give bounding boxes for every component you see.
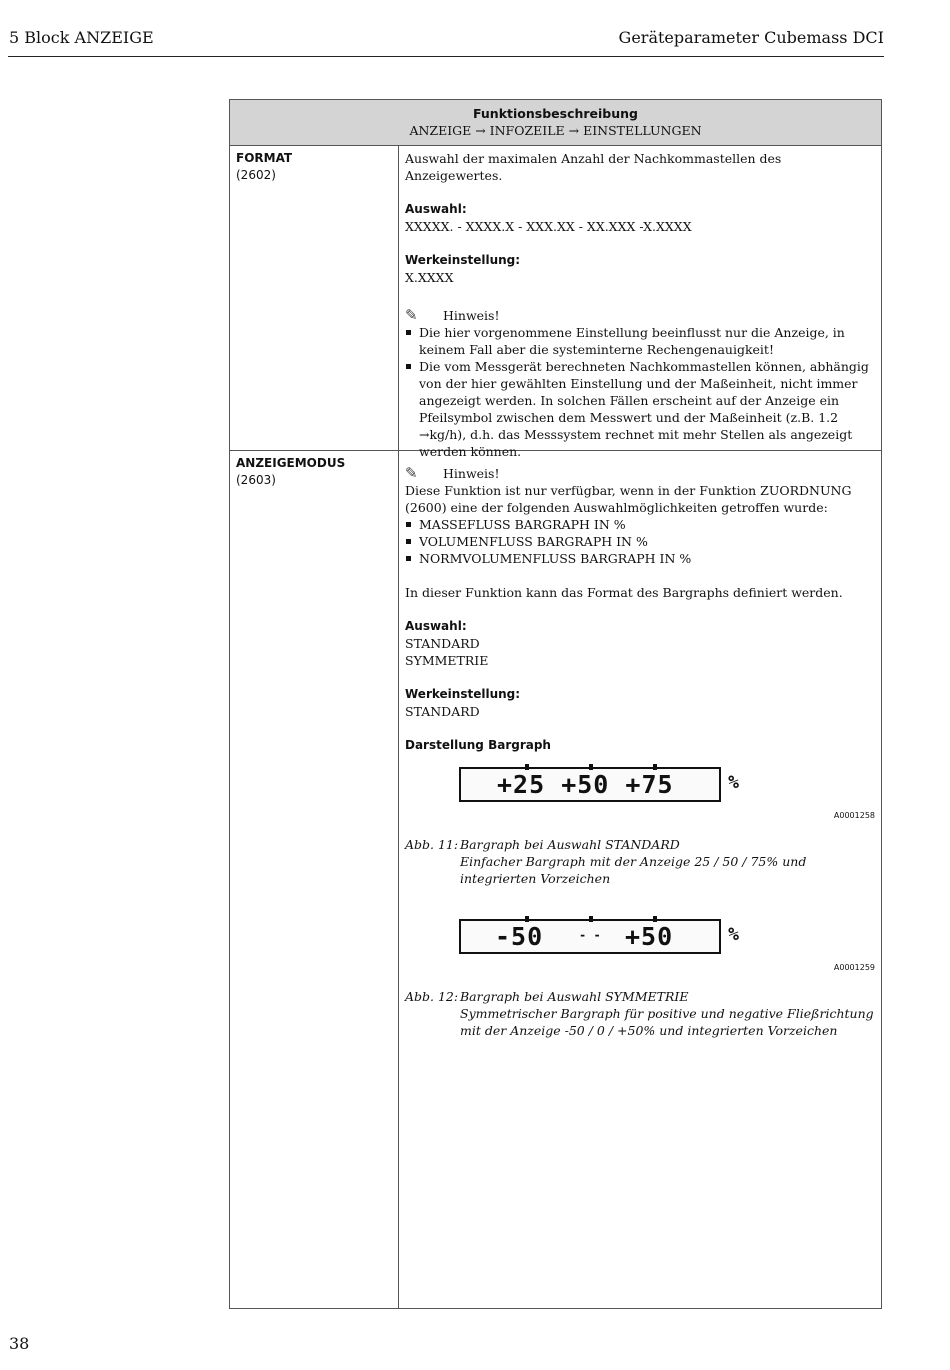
bargraph-standard-display <box>459 767 739 802</box>
description-intro: Auswahl der maximalen Anzahl der Nachkommastellen des Anzeigewertes. <box>405 151 782 183</box>
werkeinstellung-value: STANDARD <box>405 704 480 719</box>
note-heading <box>405 307 877 324</box>
bargraph-unit: % <box>728 772 739 793</box>
list-item: NORMVOLUMENFLUSS BARGRAPH IN % <box>405 550 877 567</box>
auswahl-label: Auswahl: <box>405 202 467 216</box>
function-code: (2602) <box>236 168 276 182</box>
figure-caption <box>405 988 877 1039</box>
figure-ref: A0001258 <box>833 811 875 820</box>
auswahl-label: Auswahl: <box>405 619 467 633</box>
bargraph-value-text: +25 +50 +75 <box>497 770 674 799</box>
function-table <box>229 99 882 1309</box>
caption-number: Abb. 11: <box>405 837 459 852</box>
note-label: Hinweis! <box>443 466 500 481</box>
caption-title: Bargraph bei Auswahl STANDARD <box>460 837 680 852</box>
function-name <box>236 455 345 489</box>
pencil-icon: ✎ <box>405 464 418 482</box>
figure-ref: A0001259 <box>833 963 875 972</box>
werkeinstellung-label: Werkeinstellung: <box>405 253 521 267</box>
auswahl-option: STANDARD <box>405 636 480 651</box>
caption-number: Abb. 12: <box>405 989 459 1004</box>
caption-text: Symmetrischer Bargraph für positive und negative Fließrichtung mit der Anzeige -50 / 0 / +50% und integrierten Vorzeichen <box>460 1006 874 1038</box>
option-list <box>405 516 877 567</box>
auswahl-option: SYMMETRIE <box>405 653 489 668</box>
function-name-label: ANZEIGEMODUS <box>236 456 346 470</box>
figure-caption <box>405 836 877 887</box>
function-description <box>405 465 877 1039</box>
list-item: Die vom Messgerät berechneten Nachkommastellen können, abhängig von der hier gewählten Einstellung und der Maßeinheit, nicht immer angezeigt werden. In solchen Fällen erscheint auf der Anzeige ein Pfeilsymbol zwischen dem Messwert und der Maßeinheit (z.B. 1.2 →kg/h), d.h. das Messsystem rechnet mit mehr Stellen als angezeigt werden können. <box>405 358 877 460</box>
format-text: In dieser Funktion kann das Format des Bargraphs definiert werden. <box>405 585 843 600</box>
werkeinstellung-value: X.XXXX <box>405 270 454 285</box>
werkeinstellung-label: Werkeinstellung: <box>405 687 521 701</box>
table-row-format <box>230 146 881 459</box>
function-name-label: FORMAT <box>236 151 293 165</box>
function-description <box>405 150 877 460</box>
bargraph-right-value: +50 <box>625 922 674 951</box>
pencil-icon: ✎ <box>405 306 418 324</box>
darstellung-label: Darstellung Bargraph <box>405 738 551 752</box>
function-name <box>236 150 292 184</box>
note-heading <box>405 465 877 482</box>
list-item: VOLUMENFLUSS BARGRAPH IN % <box>405 533 877 550</box>
caption-text: Einfacher Bargraph mit der Anzeige 25 / 50 / 75% und integrierten Vorzeichen <box>460 854 807 886</box>
page-number: 38 <box>9 1334 30 1353</box>
bargraph-center-marks: - - <box>579 928 601 942</box>
bargraph-tick <box>589 916 593 922</box>
note-text: Diese Funktion ist nur verfügbar, wenn in der Funktion ZUORDNUNG (2600) eine der folgenden Auswahlmöglichkeiten getroffen wurde: <box>405 483 852 515</box>
table-header-path: ANZEIGE → INFOZEILE → EINSTELLUNGEN <box>409 123 702 138</box>
header-rule <box>8 56 884 57</box>
note-label: Hinweis! <box>443 308 500 323</box>
table-header <box>230 100 881 146</box>
bargraph-unit: % <box>728 924 739 945</box>
auswahl-value: XXXXX. - XXXX.X - XXX.XX - XX.XXX -X.XXXX <box>405 219 692 234</box>
bargraph-left-value: -50 <box>495 922 544 951</box>
function-code: (2603) <box>236 473 276 487</box>
caption-title: Bargraph bei Auswahl SYMMETRIE <box>460 989 689 1004</box>
table-header-title: Funktionsbeschreibung <box>472 106 638 121</box>
running-header-section: 5 Block ANZEIGE <box>9 28 154 47</box>
note-list <box>405 324 877 460</box>
table-row-anzeigemodus <box>230 451 881 1308</box>
list-item: Die hier vorgenommene Einstellung beeinflusst nur die Anzeige, in keinem Fall aber die systeminterne Rechengenauigkeit! <box>405 324 877 358</box>
running-header-title: Geräteparameter Cubemass DCI <box>618 28 884 47</box>
bargraph-symmetry-display <box>459 919 739 954</box>
list-item: MASSEFLUSS BARGRAPH IN % <box>405 516 877 533</box>
